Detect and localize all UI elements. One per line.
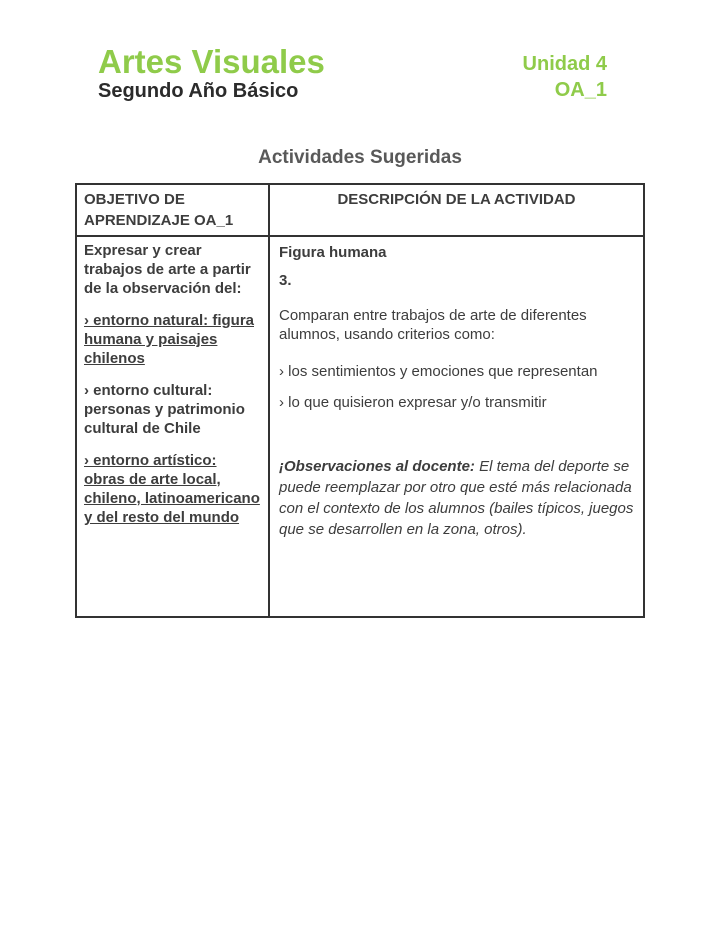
document-subtitle: Segundo Año Básico (98, 80, 299, 102)
objective-item-artistico: › entorno artístico: obras de arte local, chileno, latinoamericano y del resto del mundo (84, 452, 260, 526)
objective-intro: Expresar y crear trabajos de arte a partir de la observación del: (84, 242, 251, 297)
activity-heading: Figura humana (279, 244, 387, 261)
activity-cell (270, 237, 643, 616)
oa-label: OA_1 (554, 79, 607, 101)
description-header-label: DESCRIPCIÓN DE LA ACTIVIDAD (337, 191, 576, 208)
activity-intro: Comparan entre trabajos de arte de diferentes alumnos, usando criterios como: (279, 307, 587, 343)
activity-bullet-2: › lo que quisieron expresar y/o transmitir (279, 394, 547, 411)
objective-item-cultural: › entorno cultural: personas y patrimonio cultural de Chile (84, 382, 245, 437)
objective-item-natural: › entorno natural: figura humana y paisajes chilenos (84, 312, 254, 367)
activity-bullet-1: › los sentimientos y emociones que representan (279, 363, 598, 380)
unit-label: Unidad 4 (522, 53, 607, 75)
document-title: Artes Visuales (98, 43, 325, 80)
table-body-row (77, 237, 643, 616)
header-left-block (98, 44, 325, 103)
objective-cell (77, 237, 270, 616)
description-header-cell (270, 185, 643, 235)
teacher-observations (279, 456, 634, 540)
activities-table (75, 183, 645, 618)
activity-number: 3. (279, 272, 292, 289)
objective-header-label: OBJETIVO DE APRENDIZAJE OA_1 (84, 191, 234, 229)
document-header (98, 44, 607, 103)
objective-header-cell (77, 185, 270, 235)
observations-label: ¡Observaciones al docente: (279, 458, 475, 475)
header-right-block (523, 44, 607, 103)
table-header-row (77, 185, 643, 237)
observations-text: El tema del deporte se puede reemplazar por otro que esté más relacionada con el contexto de los alumnos (bailes típicos, juegos que se desarrollen en la zona, otros). (279, 458, 634, 538)
section-title: Actividades Sugeridas (258, 147, 462, 168)
